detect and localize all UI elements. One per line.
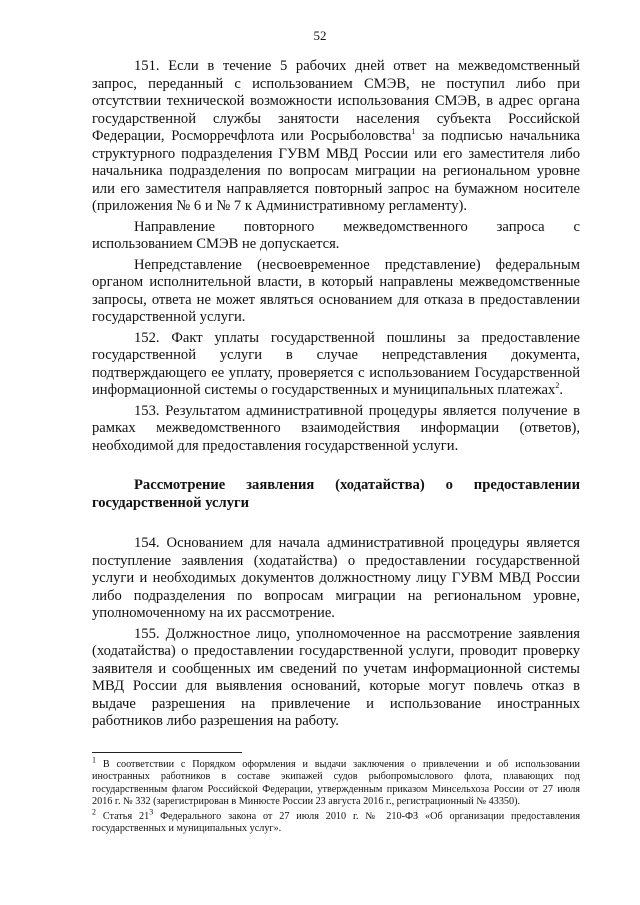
footnote-2 [92, 807, 581, 836]
paragraph-155 [92, 626, 580, 731]
paragraph-text: 154. Основанием для начала административной процедуры является поступление заявления (ходатайства) о предоставлении государственной услуги и необходимых документов должностному лицу ГУВМ МВД России либо подразделения по вопросам миграции на региональном уровне, уполномоченному на их рассмотрение. [92, 535, 580, 621]
footnote-mark: 1 [92, 755, 96, 765]
paragraph-152 [92, 330, 580, 400]
page-number: 52 [313, 28, 327, 43]
footnote-ref-1[interactable]: 1 [411, 127, 416, 137]
footnote-text-tail: Федерального закона от 27 июля 2010 г. № 210-ФЗ «Об организации предоставления государственных и муниципальных услуг». [92, 810, 581, 835]
footnote-ref-2[interactable]: 2 [555, 381, 560, 391]
footnote-mark: 2 [92, 807, 96, 817]
paragraph-text: 155. Должностное лицо, уполномоченное на рассмотрение заявления (ходатайства) о предоставлении государственной услуги, проводит проверку заявителя и сообщенных им сведений по учетам информационной системы МВД России для выявления оснований, которые могут повлечь отказ в выдаче разрешения на привлечение и использование иностранных работников либо разрешения на работу. [92, 625, 580, 729]
paragraph-text-tail: . [559, 382, 563, 398]
paragraph-repeat-request [92, 219, 580, 254]
paragraph-non-submission [92, 257, 580, 327]
paragraph-text: 152. Факт уплаты государственной пошлины за предоставление государственной услуги в случае непредставления документа, подтверждающего ее уплату, проверяется с использованием Государственной информационной системы о государственных и муниципальных платежах [92, 329, 580, 398]
paragraph-151 [92, 58, 580, 216]
paragraph-text: 151. Если в течение 5 рабочих дней ответ на межведомственный запрос, переданный с использованием СМЭВ, не поступил либо при отсутствии технической возможности использования СМЭВ, в адрес органа государственной службы занятости населения субъекта Российской Федерации, Росморречфлота или Росрыболовства [92, 58, 580, 144]
footnotes [92, 752, 580, 837]
article-superscript: 3 [149, 807, 154, 817]
paragraph-text: Направление повторного межведомственного запроса с использованием СМЭВ не допускается. [92, 218, 580, 252]
footnote-1 [92, 755, 580, 809]
paragraph-text-tail: за подписью начальника структурного подразделения ГУВМ МВД России или его заместителя либо начальника подразделения по вопросам миграции на региональном уровне или его заместителя направляется повторный запрос на бумажном носителе (приложения № 6 и № 7 к Административному регламенту). [92, 128, 580, 214]
footnote-text: В соответствии с Порядком оформления и выдачи заключения о привлечении и об использовании иностранных работников в составе экипажей судов рыбопромыслового флота, плавающих под государственным флагом Российской Федерации, утвержденным приказом Минсельхоза России от 27 июля 2016 г. № 332 (зарегистрирован в Минюсте России 23 августа 2016 г., регистрационный № 43350). [92, 759, 580, 808]
paragraph-153 [92, 403, 580, 456]
paragraph-text: Непредставление (несвоевременное представление) федеральным органом исполнительной власти, в который направлены межведомственные запросы, ответа не может являться основанием для отказа в предоставлении государственной услуги. [92, 256, 580, 325]
paragraph-154 [92, 535, 580, 623]
main-text [92, 58, 580, 734]
section-heading: Рассмотрение заявления (ходатайства) о предоставлении государственной услуги [92, 477, 580, 511]
footnote-divider [92, 752, 242, 753]
paragraph-text: 153. Результатом административной процедуры является получение в рамках межведомственного взаимодействия информации (ответов), необходимой для предоставления государственной услуги. [92, 402, 580, 454]
footnote-text: Статья 21 [96, 810, 150, 822]
